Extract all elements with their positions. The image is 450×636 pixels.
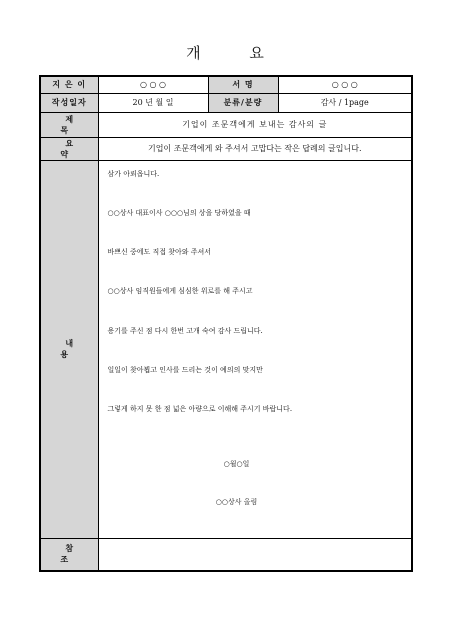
document-title: 개 요 <box>186 44 286 62</box>
reference-value <box>98 538 412 571</box>
content-line: ○○상사 대표이사 ○○○님의 상을 당하였을 때 <box>107 208 251 217</box>
subject-row <box>40 112 412 137</box>
signature-label: 서 명 <box>208 76 278 93</box>
category-label: 분류/분량 <box>208 93 278 112</box>
signature-value: ○ ○ ○ <box>278 76 412 93</box>
content-row <box>40 160 412 538</box>
content-line: ○○상사 임직원들에게 심심한 위로를 해 주시고 <box>107 286 253 295</box>
content-line: 삼가 아뢰옵니다. <box>107 169 160 178</box>
content-line: 그렇게 하지 못 한 점 넓은 아량으로 이해해 주시기 바랍니다. <box>107 404 293 413</box>
overview-form <box>39 75 413 572</box>
content-line: 일일이 찾아뵙고 인사를 드리는 것이 예의의 맞지만 <box>107 365 263 374</box>
content-line: 바쁘신 중에도 직접 찾아와 주셔서 <box>107 247 212 256</box>
date-label: 작성일자 <box>40 93 98 112</box>
content-label: 내 용 <box>40 160 98 538</box>
author-row <box>40 76 412 93</box>
content-line: 용기를 주신 점 다시 한번 고개 숙여 감사 드립니다. <box>107 326 263 335</box>
date-value: 20 년 월 일 <box>98 93 208 112</box>
author-label: 지 은 이 <box>40 76 98 93</box>
subject-label: 제 목 <box>40 112 98 137</box>
closing-sender: ○○상사 올림 <box>215 497 258 506</box>
author-value: ○ ○ ○ <box>98 76 208 93</box>
summary-label: 요 약 <box>40 137 98 160</box>
summary-value: 기업이 조문객에게 와 주셔서 고맙다는 작은 답례의 글입니다. <box>98 137 412 160</box>
reference-row <box>40 538 412 571</box>
date-row <box>40 93 412 112</box>
category-value: 감사 / 1page <box>278 93 412 112</box>
summary-row <box>40 137 412 160</box>
reference-label: 참 조 <box>40 538 98 571</box>
content-body <box>98 160 412 538</box>
closing-date: ○월○일 <box>223 459 250 468</box>
subject-value: 기업이 조문객에게 보내는 감사의 글 <box>98 112 412 137</box>
